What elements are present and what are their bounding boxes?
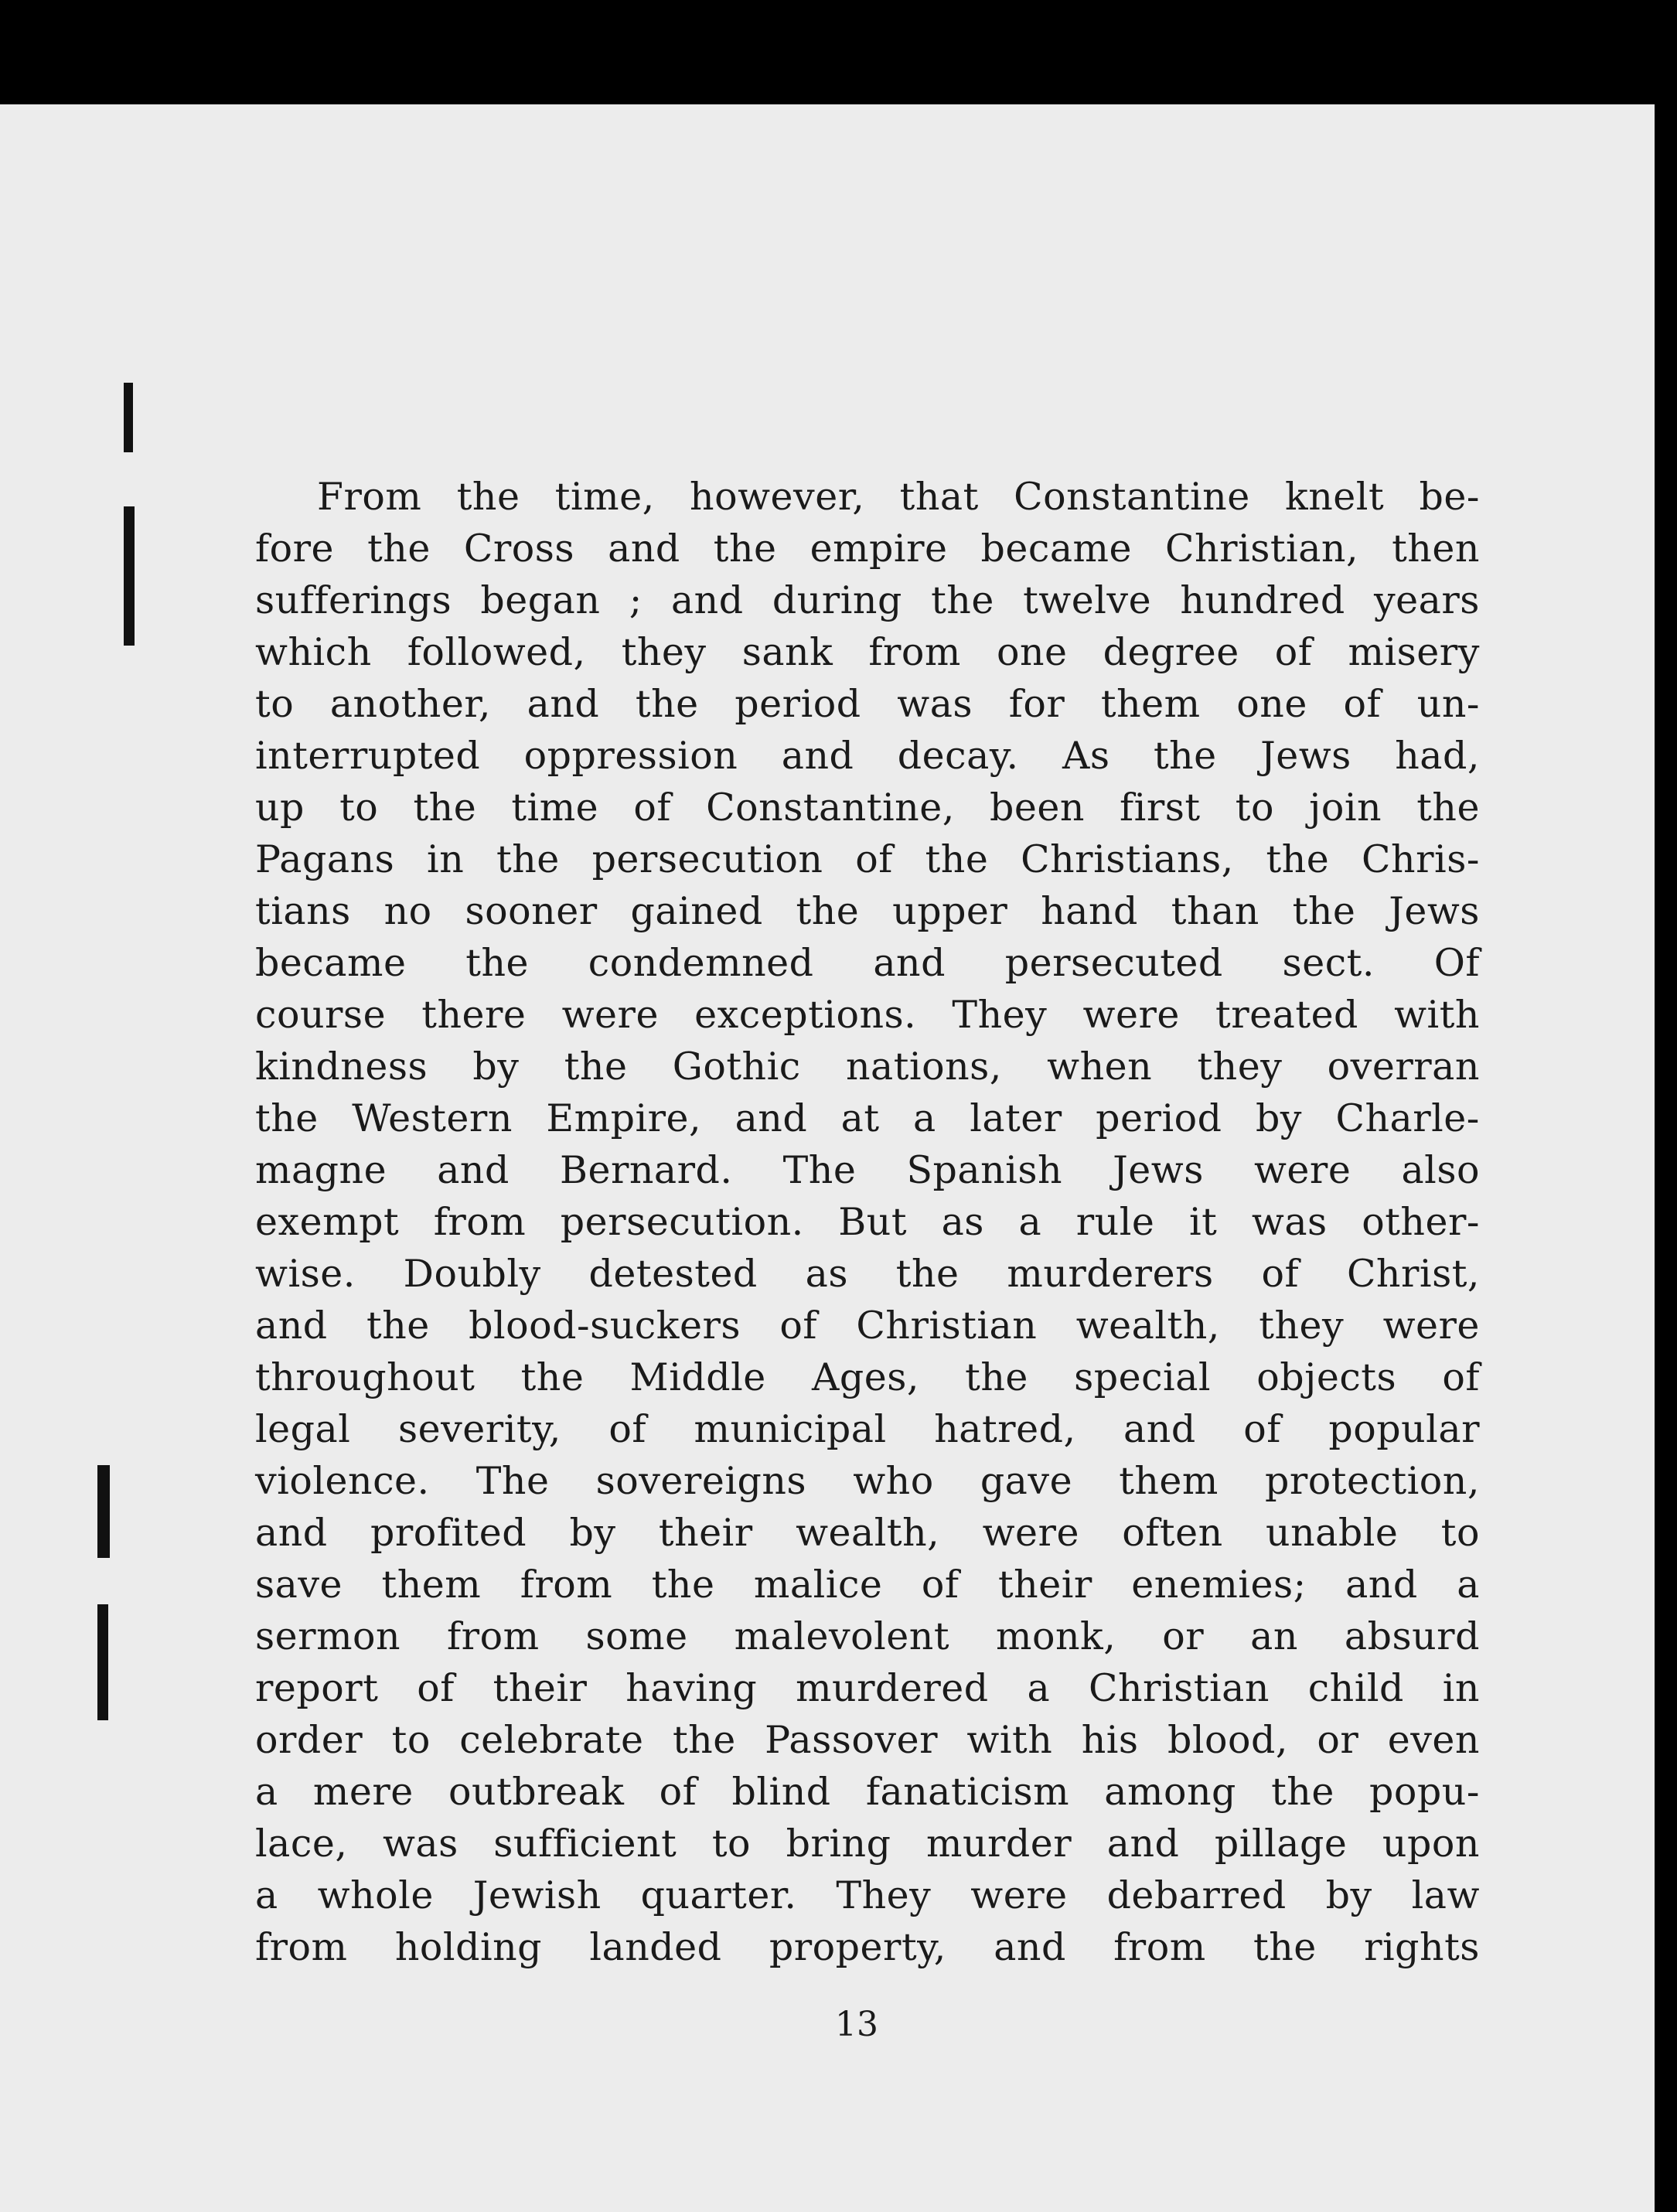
text-line: save them from the malice of their enemies; and a [255,1563,1480,1607]
text-line: violence. The sovereigns who gave them protection, [255,1459,1480,1503]
page-number: 13 [835,2005,878,2044]
text-line: sufferings began ; and during the twelve hundred years [255,578,1480,622]
text-line: which followed, they sank from one degree of misery [255,630,1480,674]
text-line: up to the time of Constantine, been first to join the [255,786,1480,830]
text-line: a mere outbreak of blind fanaticism among the popu- [255,1770,1480,1814]
text-line: sermon from some malevolent monk, or an absurd [255,1614,1480,1658]
binding-mark [97,1465,110,1558]
text-line: magne and Bernard. The Spanish Jews were also [255,1148,1480,1192]
text-line: kindness by the Gothic nations, when they overran [255,1045,1480,1089]
text-line: the Western Empire, and at a later period by Charle- [255,1096,1480,1140]
text-line: From the time, however, that Constantine knelt be- [317,475,1480,519]
text-line: and profited by their wealth, were often unable to [255,1511,1480,1555]
binding-mark [124,383,133,452]
text-line: became the condemned and persecuted sect. Of [255,941,1480,985]
text-line: from holding landed property, and from the rights [255,1925,1480,1969]
binding-mark [124,506,135,646]
text-line: lace, was sufficient to bring murder and pillage upon [255,1822,1480,1866]
body-text [255,471,1480,1973]
text-line: report of their having murdered a Christian child in [255,1666,1480,1710]
text-line: course there were exceptions. They were treated with [255,993,1480,1037]
text-line: wise. Doubly detested as the murderers of Christ, [255,1252,1480,1296]
text-line: a whole Jewish quarter. They were debarred by law [255,1873,1480,1917]
text-line: and the blood-suckers of Christian wealth, they were [255,1304,1480,1348]
text-line: interrupted oppression and decay. As the Jews had, [255,734,1480,778]
binding-mark [97,1604,108,1720]
text-line: tians no sooner gained the upper hand than the Jews [255,889,1480,933]
text-line: throughout the Middle Ages, the special objects of [255,1355,1480,1399]
text-line: Pagans in the persecution of the Christians, the Chris- [255,837,1480,881]
text-line: order to celebrate the Passover with his blood, or even [255,1718,1480,1762]
scanned-page [0,104,1655,2212]
text-line: exempt from persecution. But as a rule it was other- [255,1200,1480,1244]
text-line: to another, and the period was for them one of un- [255,682,1480,726]
text-line: fore the Cross and the empire became Christian, then [255,527,1480,571]
text-line: legal severity, of municipal hatred, and of popular [255,1407,1480,1451]
